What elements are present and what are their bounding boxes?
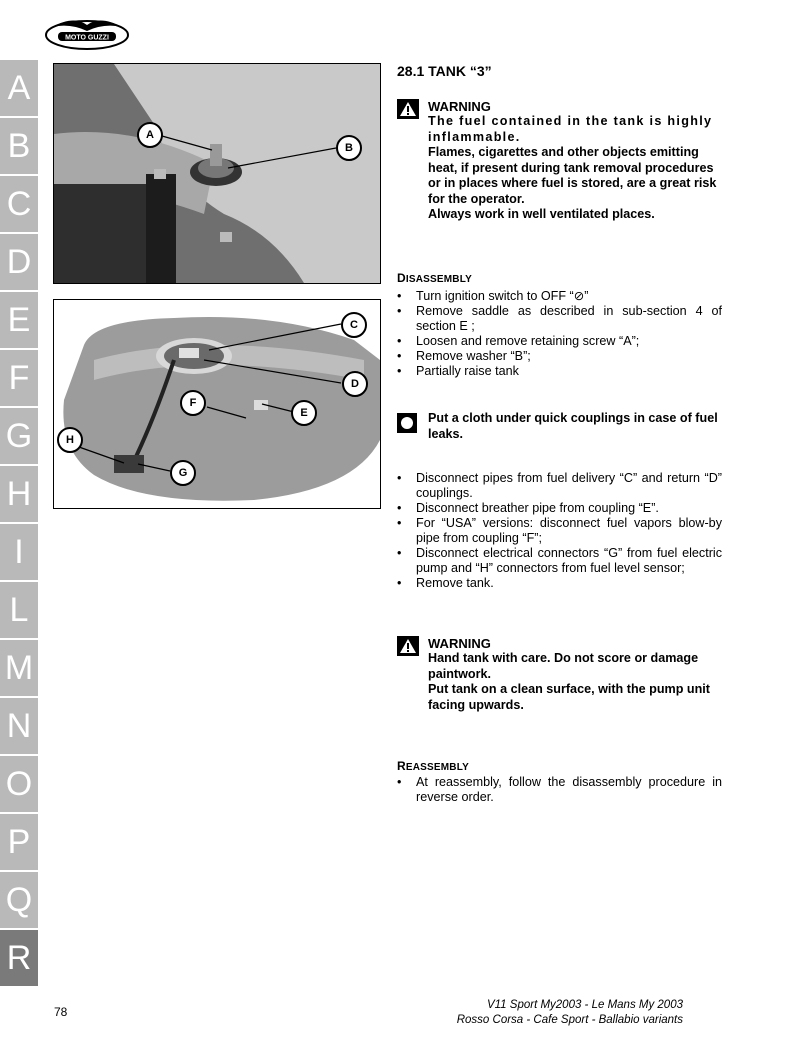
section-tab-c[interactable]: C [0, 176, 38, 232]
footer-line1: V11 Sport My2003 - Le Mans My 2003 [486, 999, 683, 1011]
warning-heading: WARNING [428, 636, 491, 651]
note-icon [397, 413, 417, 433]
disassembly-steps [397, 289, 722, 379]
section-tab-d[interactable]: D [0, 234, 38, 290]
callout-a: A [137, 122, 163, 148]
section-tab-o[interactable]: O [0, 756, 38, 812]
page-number: 78 [54, 1005, 68, 1019]
callout-h: H [57, 427, 83, 453]
section-tab-l[interactable]: L [0, 582, 38, 638]
note-cloth [397, 411, 727, 442]
section-title: 28.1 TANK “3” [397, 63, 492, 79]
note-text: Put a cloth under quick couplings in case of fuel leaks. [428, 411, 718, 441]
section-tab-f[interactable]: F [0, 350, 38, 406]
photo-tank-screw [53, 63, 381, 284]
warning-line: Always work in well ventilated places. [428, 207, 655, 221]
photo-tank-couplings [53, 299, 381, 509]
callout-c: C [341, 312, 367, 338]
section-tab-g[interactable]: G [0, 408, 38, 464]
disconnect-steps [397, 471, 722, 591]
warning-icon [397, 636, 419, 656]
reassembly-steps [397, 775, 722, 805]
list-item: • Partially raise tank [397, 364, 722, 379]
warning-line: Flames, cigarettes and other objects emitting heat, if present during tank removal procedures or in places where fuel is stored, are a great risk for the operator. [428, 145, 717, 206]
warning-icon [397, 99, 419, 119]
warning-heading: WARNING [428, 99, 491, 114]
list-item: • Turn ignition switch to OFF “⊘” [397, 289, 722, 304]
callout-f: F [180, 390, 206, 416]
list-item: • Disconnect breather pipe from coupling “E”. [397, 501, 722, 516]
list-item: • Remove saddle as described in sub-section 4 of section E ; [397, 304, 722, 334]
reassembly-heading: REASSEMBLY [397, 759, 469, 773]
section-tab-h[interactable]: H [0, 466, 38, 522]
warning-fuel [397, 99, 727, 223]
section-tab-q[interactable]: Q [0, 872, 38, 928]
moto-guzzi-logo [44, 15, 130, 51]
section-tab-n[interactable]: N [0, 698, 38, 754]
list-item: • Disconnect electrical connectors “G” from fuel electric pump and “H” connectors from fuel level sensor; [397, 546, 722, 576]
list-item: • For “USA” versions: disconnect fuel vapors blow-by pipe from coupling “F”; [397, 516, 722, 546]
callout-b: B [336, 135, 362, 161]
disassembly-heading: DISASSEMBLY [397, 271, 472, 285]
svg-text:MOTO GUZZI: MOTO GUZZI [65, 34, 109, 42]
warning-line: The fuel contained in the tank is highly inflammable. [428, 114, 713, 144]
list-item: • Disconnect pipes from fuel delivery “C” and return “D” couplings. [397, 471, 722, 501]
section-tab-a[interactable]: A [0, 60, 38, 116]
list-item: • Loosen and remove retaining screw “A”; [397, 334, 722, 349]
list-item: • Remove tank. [397, 576, 722, 591]
list-item: • Remove washer “B”; [397, 349, 722, 364]
section-tab-b[interactable]: B [0, 118, 38, 174]
callout-e: E [291, 400, 317, 426]
section-tab-r[interactable]: R [0, 930, 38, 986]
list-item: • At reassembly, follow the disassembly procedure in reverse order. [397, 775, 722, 805]
footer [457, 998, 683, 1028]
warning-line: Put tank on a clean surface, with the pump unit facing upwards. [428, 682, 710, 712]
section-tab-i[interactable]: I [0, 524, 38, 580]
callout-g: G [170, 460, 196, 486]
warning-handling [397, 636, 727, 713]
section-tab-m[interactable]: M [0, 640, 38, 696]
callout-d: D [342, 371, 368, 397]
footer-line2: Rosso Corsa - Cafe Sport - Ballabio variants [456, 1014, 683, 1026]
section-tab-e[interactable]: E [0, 292, 38, 348]
warning-line: Hand tank with care. Do not score or damage paintwork. [428, 651, 699, 681]
section-tab-p[interactable]: P [0, 814, 38, 870]
